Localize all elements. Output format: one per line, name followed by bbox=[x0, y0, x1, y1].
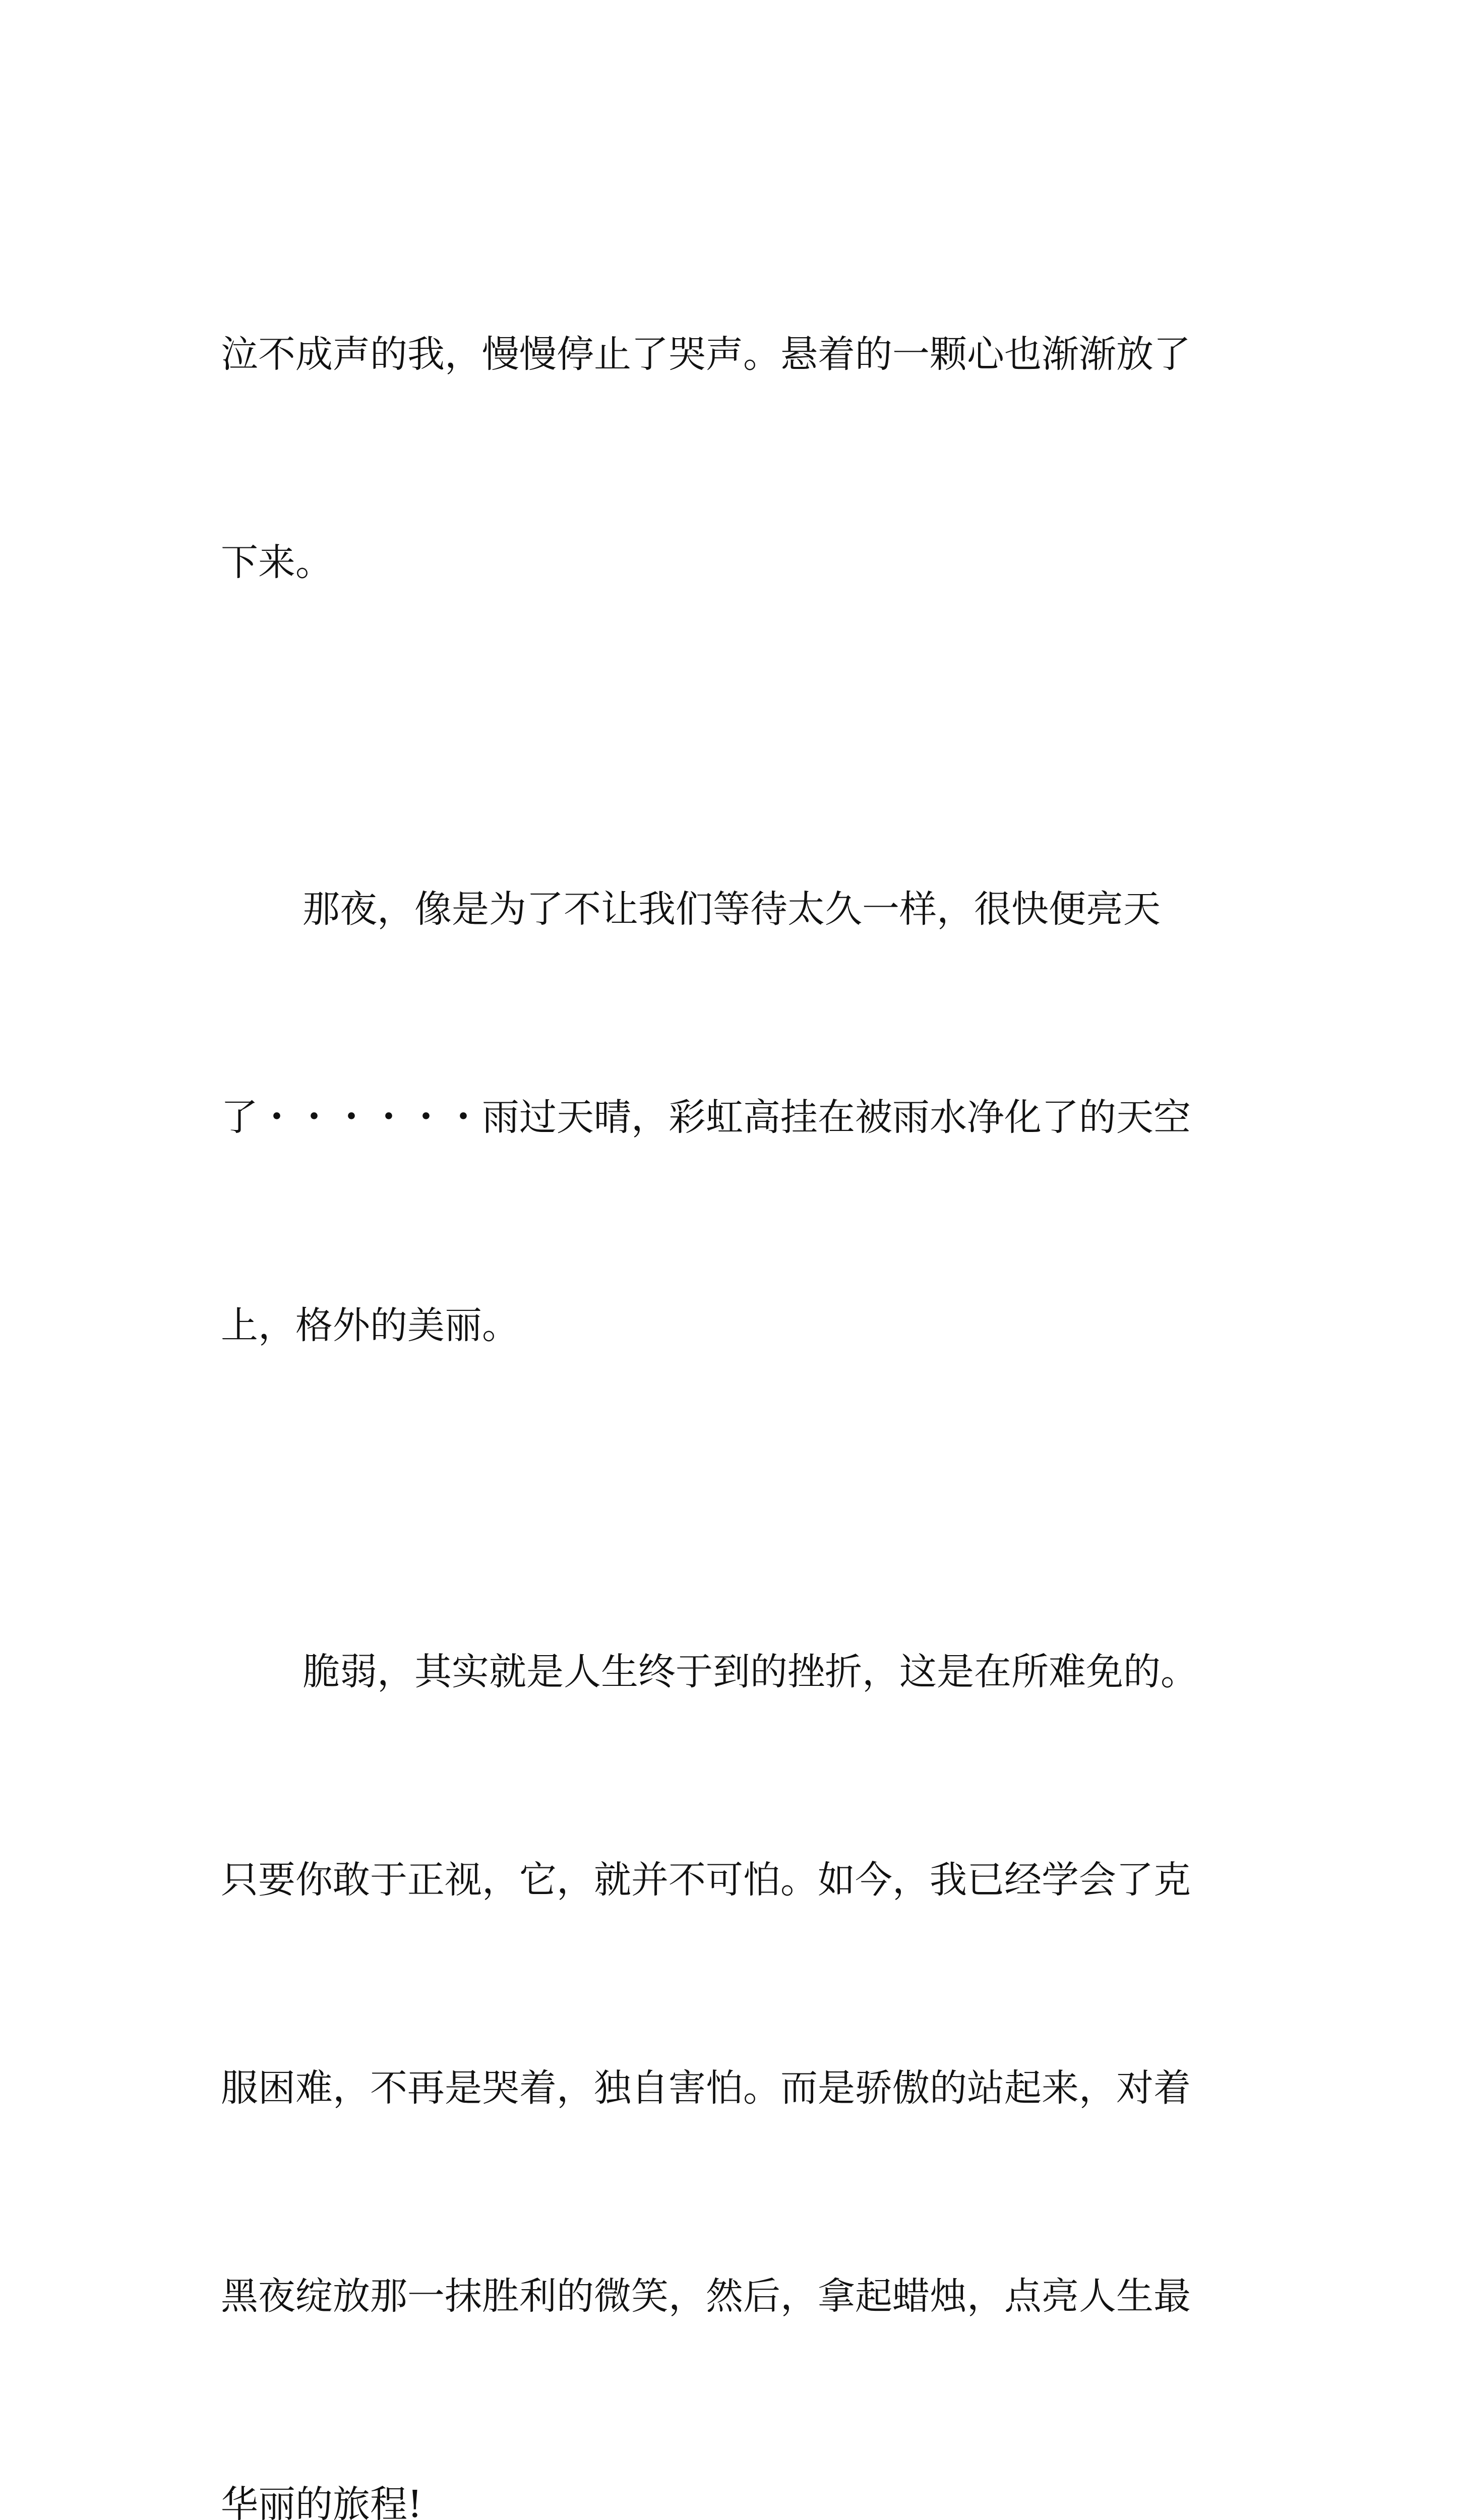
paragraph-3 bbox=[221, 1499, 1280, 2520]
text-line: 服困难，不再是哭着，独自害怕。而是骄傲的站起来，对着 bbox=[221, 2066, 1191, 2110]
paragraph-1 bbox=[221, 181, 1280, 736]
text-line: 脆弱，其实就是人生终于到的挫折，这是在所难免的。 bbox=[302, 1650, 1198, 1694]
text-line: 上，格外的美丽。 bbox=[221, 1303, 519, 1347]
text-line: 泣不成声的我，慢慢停止了哭声。悬着的一颗心也渐渐放了 bbox=[221, 333, 1191, 376]
text-line: 华丽的旅程! bbox=[221, 2482, 422, 2520]
paragraph-2 bbox=[221, 736, 1280, 1499]
document-body bbox=[221, 181, 1280, 2520]
text-line: 了・・・・・・雨过天晴，彩虹高挂在被雨水净化了的天空 bbox=[221, 1095, 1191, 1139]
text-line: 黑夜绽放那一抹胜利的微笑，然后，拿起蜡烛，点亮人生最 bbox=[221, 2274, 1191, 2318]
text-line: 下来。 bbox=[221, 540, 333, 584]
text-line: 那夜，像是为了不让我们等待太久一样，很快便亮天 bbox=[302, 887, 1161, 931]
text-line: 只要你敢于正视，它，就并不可怕。如今，我已经学会了克 bbox=[221, 1858, 1191, 1902]
